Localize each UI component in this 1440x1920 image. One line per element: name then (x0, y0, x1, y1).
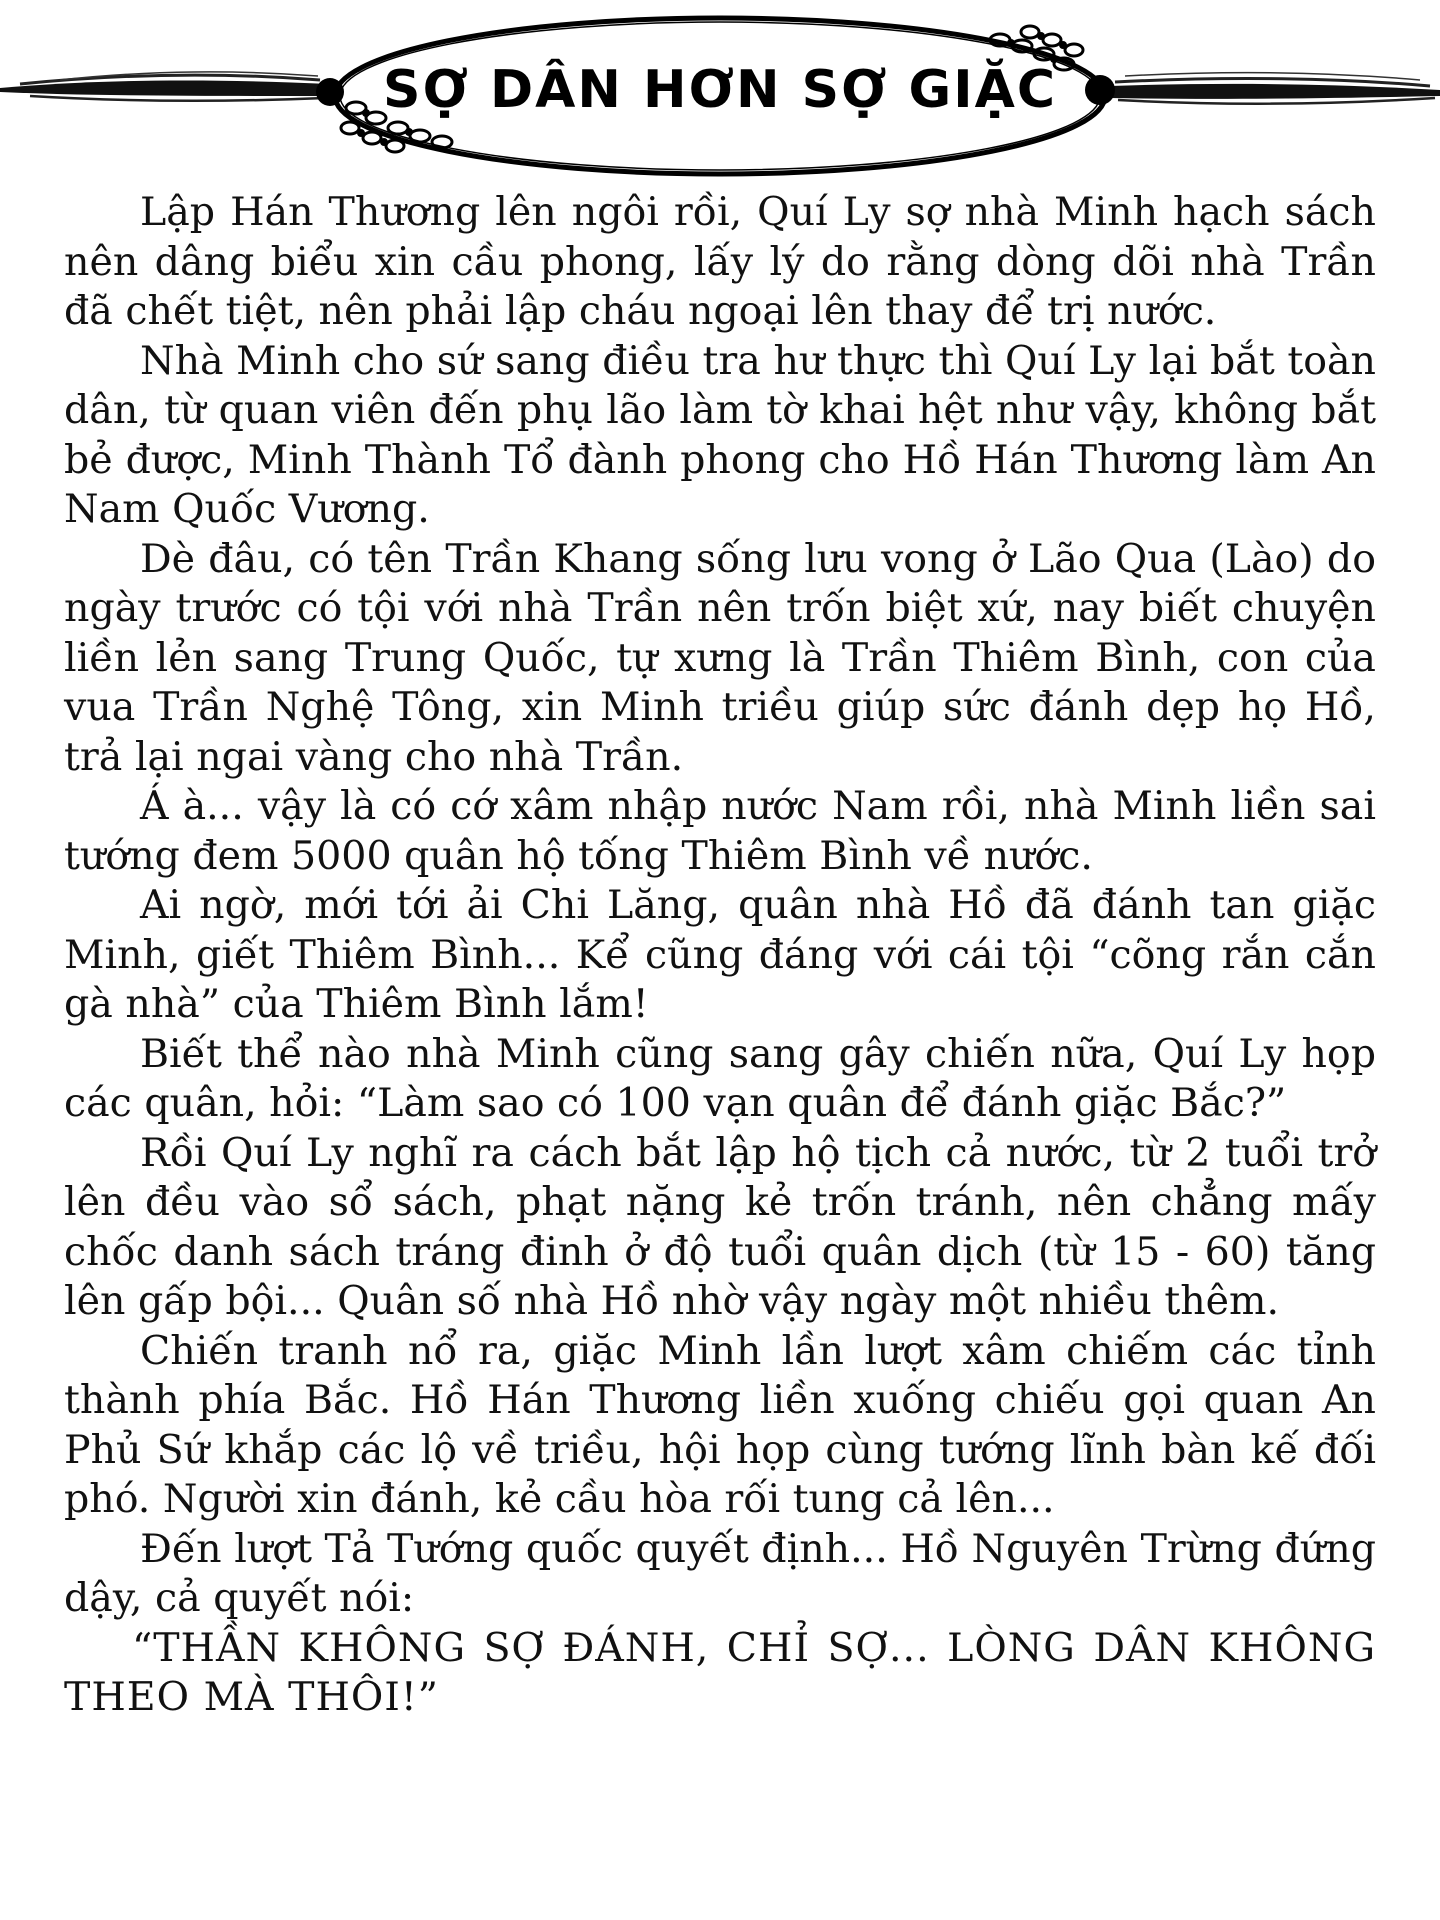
left-knot-icon (316, 78, 344, 106)
page-title: SỢ DÂN HƠN SỢ GIẶC (383, 60, 1057, 120)
title-banner (0, 0, 1440, 185)
paragraph: Biết thể nào nhà Minh cũng sang gây chiến nữa, Quí Ly họp các quân, hỏi: “Làm sao có 100 vạn quân để đánh giặc Bắc?” (64, 1030, 1376, 1126)
paragraph: Chiến tranh nổ ra, giặc Minh lần lượt xâm chiếm các tỉnh thành phía Bắc. Hồ Hán Thương liền xuống chiếu gọi quan An Phủ Sứ khắp các lộ về triều, hội họp cùng tướng lĩnh bàn kế đối phó. Người xin đánh, kẻ cầu hòa rối tung cả lên... (64, 1327, 1376, 1522)
paragraph: Á à... vậy là có cớ xâm nhập nước Nam rồi, nhà Minh liền sai tướng đem 5000 quân hộ tống Thiêm Bình về nước. (64, 783, 1376, 879)
paragraph: Ai ngờ, mới tới ải Chi Lăng, quân nhà Hồ đã đánh tan giặc Minh, giết Thiêm Bình... Kể cũng đáng với cái tội “cõng rắn cắn gà nhà” của Thiêm Bình lắm! (64, 882, 1376, 1027)
paragraph: Dè đâu, có tên Trần Khang sống lưu vong ở Lão Qua (Lào) do ngày trước có tội với nhà Trần nên trốn biệt xứ, nay biết chuyện liền lẻn sang Trung Quốc, tự xưng là Trần Thiêm Bình, con của vua Trần Nghệ Tông, xin Minh triều giúp sức đánh dẹp họ Hồ, trả lại ngai vàng cho nhà Trần. (64, 535, 1376, 780)
story-body (64, 188, 1376, 1723)
left-brush-stroke-icon (0, 81, 330, 96)
right-knot-icon (1085, 75, 1115, 105)
paragraph: Đến lượt Tả Tướng quốc quyết định... Hồ Nguyên Trừng đứng dậy, cả quyết nói: (64, 1525, 1376, 1621)
closing-quote: “THẦN KHÔNG SỢ ĐÁNH, CHỈ SỢ... LÒNG DÂN KHÔNG THEO MÀ THÔI!” (64, 1624, 1376, 1720)
paragraph: Lập Hán Thương lên ngôi rồi, Quí Ly sợ nhà Minh hạch sách nên dâng biểu xin cầu phong, lấy lý do rằng dòng dõi nhà Trần đã chết tiệt, nên phải lập cháu ngoại lên thay để trị nước. (64, 189, 1376, 334)
paragraph: Rồi Quí Ly nghĩ ra cách bắt lập hộ tịch cả nước, từ 2 tuổi trở lên đều vào sổ sách, phạt nặng kẻ trốn tránh, nên chẳng mấy chốc danh sách tráng đinh ở độ tuổi quân dịch (từ 15 - 60) tăng lên gấp bội... Quân số nhà Hồ nhờ vậy ngày một nhiều thêm. (64, 1129, 1376, 1324)
right-brush-stroke-icon (1110, 84, 1440, 99)
paragraph: Nhà Minh cho sứ sang điều tra hư thực thì Quí Ly lại bắt toàn dân, từ quan viên đến phụ lão làm tờ khai hệt như vậy, không bắt bẻ được, Minh Thành Tổ đành phong cho Hồ Hán Thương làm An Nam Quốc Vương. (64, 337, 1376, 532)
